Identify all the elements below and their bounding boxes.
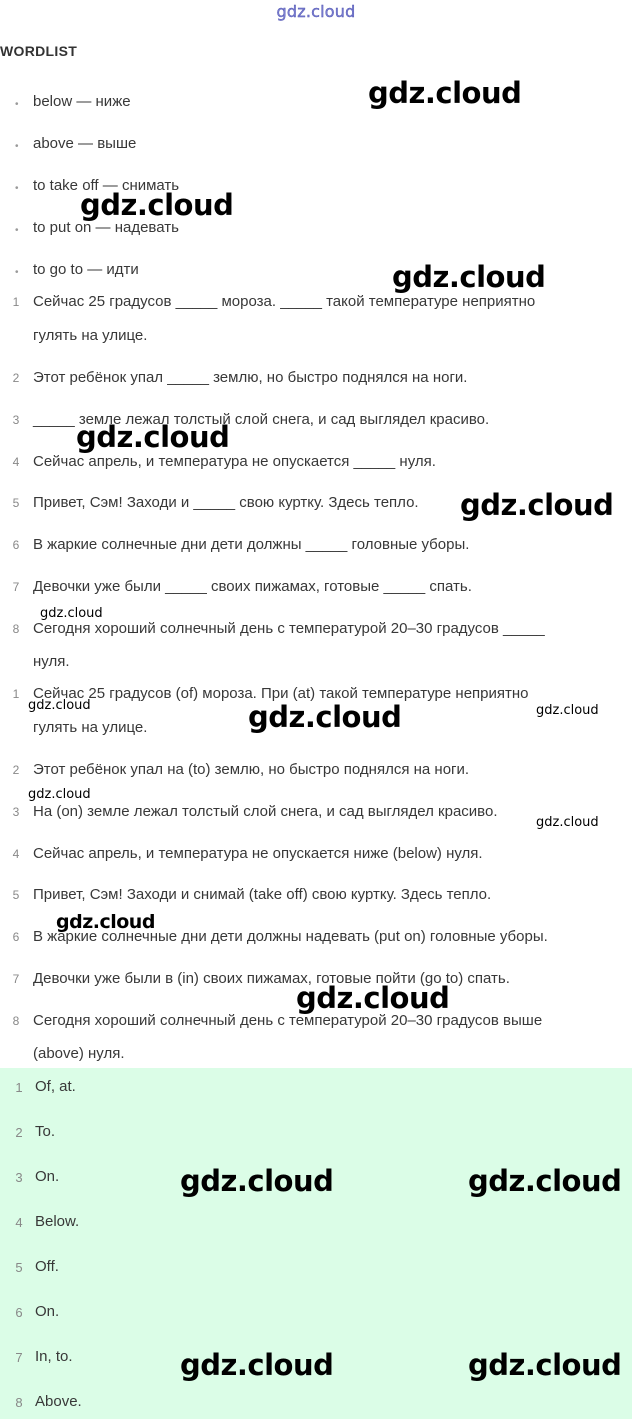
watermark: gdz.cloud xyxy=(392,260,546,294)
wordlist-item: to put on — надевать xyxy=(33,219,179,236)
exercise-line: _____ земле лежал толстый слой снега, и сад выглядел красиво. xyxy=(33,411,490,428)
watermark: gdz.cloud xyxy=(536,815,599,830)
exercise-line: Сейчас апрель, и температура не опускается _____ нуля. xyxy=(33,453,436,470)
answer-text: To. xyxy=(35,1123,56,1140)
watermark: gdz.cloud xyxy=(40,606,103,621)
site-logo[interactable]: gdz.cloud xyxy=(276,2,356,21)
watermark: gdz.cloud xyxy=(536,703,599,718)
filled-line: В жаркие солнечные дни дети должны надевать (put on) головные уборы. xyxy=(33,928,548,945)
watermark: gdz.cloud xyxy=(248,700,402,734)
answer-number: 8 xyxy=(15,1395,23,1410)
filled-line: (above) нуля. xyxy=(33,1045,125,1062)
bullet-icon: • xyxy=(15,267,19,278)
answer-number: 1 xyxy=(15,1080,23,1095)
exercise-line: В жаркие солнечные дни дети должны _____ головные уборы. xyxy=(33,536,470,553)
item-number: 3 xyxy=(12,413,20,427)
bullet-icon: • xyxy=(15,141,19,152)
watermark: gdz.cloud xyxy=(28,698,91,713)
wordlist-item: to go to — идти xyxy=(33,261,139,278)
answer-number: 6 xyxy=(15,1305,23,1320)
watermark: gdz.cloud xyxy=(460,488,614,522)
item-number: 2 xyxy=(12,371,20,385)
exercise-line: Этот ребёнок упал _____ землю, но быстро поднялся на ноги. xyxy=(33,369,468,386)
answer-number: 2 xyxy=(15,1125,23,1140)
item-number: 8 xyxy=(12,622,20,636)
answer-number: 4 xyxy=(15,1215,23,1230)
item-number: 2 xyxy=(12,763,20,777)
watermark: gdz.cloud xyxy=(28,787,91,802)
item-number: 5 xyxy=(12,888,20,902)
watermark: gdz.cloud xyxy=(80,188,234,222)
wordlist-item: below — ниже xyxy=(33,93,131,110)
wordlist-item: to take off — снимать xyxy=(33,177,180,194)
exercise-line: Привет, Сэм! Заходи и _____ свою куртку. Здесь тепло. xyxy=(33,494,419,511)
answer-text: In, to. xyxy=(35,1348,73,1365)
filled-line: На (on) земле лежал толстый слой снега, и сад выглядел красиво. xyxy=(33,803,498,820)
filled-line: Сейчас 25 градусов (of) мороза. При (at) такой температуре неприятно xyxy=(33,685,529,702)
watermark: gdz.cloud xyxy=(56,911,155,933)
answer-number: 5 xyxy=(15,1260,23,1275)
answer-number: 7 xyxy=(15,1350,23,1365)
filled-line: Сейчас апрель, и температура не опускается ниже (below) нуля. xyxy=(33,845,483,862)
item-number: 7 xyxy=(12,972,20,986)
item-number: 8 xyxy=(12,1014,20,1028)
answer-number: 3 xyxy=(15,1170,23,1185)
filled-line: Девочки уже были в (in) своих пижамах, готовые пойти (go to) спать. xyxy=(33,970,510,987)
answer-text: On. xyxy=(35,1303,60,1320)
item-number: 4 xyxy=(12,455,20,469)
item-number: 4 xyxy=(12,847,20,861)
exercise-line: Сейчас 25 градусов _____ мороза. _____ такой температуре неприятно xyxy=(33,293,536,310)
filled-line: гулять на улице. xyxy=(33,719,148,736)
item-number: 6 xyxy=(12,538,20,552)
watermark: gdz.cloud xyxy=(468,1348,622,1382)
exercise-line: Девочки уже были _____ своих пижамах, готовые _____ спать. xyxy=(33,578,472,595)
bullet-icon: • xyxy=(15,183,19,194)
watermark: gdz.cloud xyxy=(468,1164,622,1198)
wordlist-title: WORDLIST xyxy=(0,43,78,59)
filled-line: Этот ребёнок упал на (to) землю, но быстро поднялся на ноги. xyxy=(33,761,470,778)
answer-text: Off. xyxy=(35,1258,59,1275)
watermark: gdz.cloud xyxy=(296,981,450,1015)
watermark: gdz.cloud xyxy=(180,1164,334,1198)
answer-text: Above. xyxy=(35,1393,82,1410)
exercise-line: гулять на улице. xyxy=(33,327,148,344)
filled-line: Сегодня хороший солнечный день с температурой 20–30 градусов выше xyxy=(33,1012,543,1029)
item-number: 3 xyxy=(12,805,20,819)
answer-text: Of, at. xyxy=(35,1078,76,1095)
watermark: gdz.cloud xyxy=(76,420,230,454)
bullet-icon: • xyxy=(15,99,19,110)
item-number: 5 xyxy=(12,496,20,510)
watermark: gdz.cloud xyxy=(368,76,522,110)
item-number: 1 xyxy=(12,687,20,701)
bullet-icon: • xyxy=(15,225,19,236)
exercise-line: нуля. xyxy=(33,653,70,670)
answer-text: Below. xyxy=(35,1213,80,1230)
exercise-line: Сегодня хороший солнечный день с температурой 20–30 градусов _____ xyxy=(33,620,545,637)
watermark: gdz.cloud xyxy=(180,1348,334,1382)
item-number: 1 xyxy=(12,295,20,309)
answer-text: On. xyxy=(35,1168,60,1185)
wordlist-item: above — выше xyxy=(33,135,137,152)
filled-line: Привет, Сэм! Заходи и снимай (take off) свою куртку. Здесь тепло. xyxy=(33,886,492,903)
item-number: 6 xyxy=(12,930,20,944)
item-number: 7 xyxy=(12,580,20,594)
